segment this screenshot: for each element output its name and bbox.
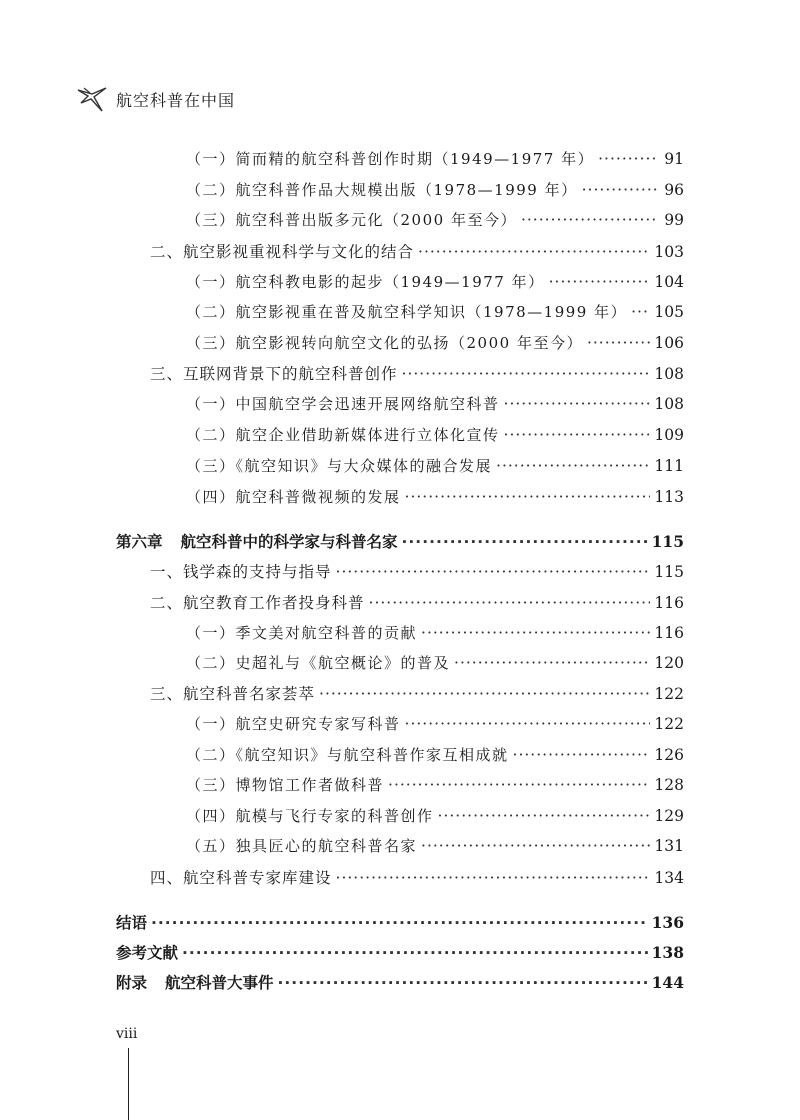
toc-page-number: 115 <box>651 532 684 551</box>
toc-entry[interactable] <box>150 591 684 615</box>
dot-leader <box>598 147 658 171</box>
toc-entry[interactable] <box>186 651 684 675</box>
dot-leader <box>402 362 651 386</box>
toc-entry[interactable] <box>186 834 684 858</box>
toc-entry-title: （三）博物馆工作者做科普 <box>186 776 385 794</box>
toc-entry[interactable] <box>186 178 684 202</box>
toc-page-number: 99 <box>664 211 684 229</box>
toc-page-number: 138 <box>651 943 684 962</box>
toc-page-number: 108 <box>654 365 684 383</box>
toc-entry-title: （一）航空科教电影的起步（1949—1977 年） <box>186 273 545 291</box>
page-number: viii <box>116 1026 138 1042</box>
toc-page-number: 108 <box>654 395 684 413</box>
dot-leader <box>405 485 651 509</box>
toc-entry[interactable] <box>186 392 684 416</box>
toc-entry-title: 三、互联网背景下的航空科普创作 <box>150 365 398 383</box>
dot-leader <box>504 392 651 416</box>
dot-leader <box>587 331 650 355</box>
dot-leader <box>151 911 648 935</box>
toc-entry-title: （三）航空影视转向航空文化的弘扬（2000 年至今） <box>186 334 583 352</box>
toc-entry-title: 第六章 航空科普中的科学家与科普名家 <box>116 533 398 551</box>
dot-leader <box>504 423 651 447</box>
toc-page-number: 131 <box>654 837 684 855</box>
dot-leader <box>438 804 651 828</box>
toc-entry-title: 二、航空影视重视科学与文化的结合 <box>150 243 415 261</box>
toc-entry[interactable] <box>186 423 684 447</box>
toc-page-number: 106 <box>654 334 684 352</box>
dot-leader <box>521 208 658 232</box>
toc-entry-title: （一）季文美对航空科普的贡献 <box>186 624 418 642</box>
dot-leader <box>369 591 651 615</box>
dot-leader <box>182 941 648 965</box>
toc-entry[interactable] <box>186 331 684 355</box>
dot-leader <box>319 682 650 706</box>
margin-rule <box>128 1048 129 1120</box>
toc-entry[interactable] <box>150 682 684 706</box>
toc-entry-title: （一）中国航空学会迅速开展网络航空科普 <box>186 395 500 413</box>
toc-entry-title: （五）独具匠心的航空科普名家 <box>186 837 418 855</box>
toc-entry-title: 三、航空科普名家荟萃 <box>150 685 316 703</box>
toc-page-number: 122 <box>654 715 684 733</box>
toc-chapter-entry[interactable] <box>116 971 684 995</box>
toc-page-number: 116 <box>654 594 684 612</box>
toc-page-number: 136 <box>651 913 684 932</box>
toc-entry-title: （一）航空史研究专家写科普 <box>186 715 401 733</box>
toc-entry[interactable] <box>150 240 684 264</box>
toc-entry[interactable] <box>186 208 684 232</box>
dot-leader <box>496 454 650 478</box>
toc-entry[interactable] <box>186 743 684 767</box>
toc-entry[interactable] <box>186 712 684 736</box>
toc-entry-title: 一、钱学森的支持与指导 <box>150 563 332 581</box>
toc-entry-title: （二）史超礼与《航空概论》的普及 <box>186 654 451 672</box>
toc-page-number: 134 <box>654 869 684 887</box>
dot-leader <box>549 270 651 294</box>
toc-entry[interactable] <box>150 560 684 584</box>
toc-page-number: 120 <box>654 654 684 672</box>
dot-leader <box>336 866 651 890</box>
toc-entry[interactable] <box>186 300 684 324</box>
toc-page-number: 115 <box>654 563 684 581</box>
toc-entry[interactable] <box>150 866 684 890</box>
dot-leader <box>336 560 651 584</box>
toc-entry-title: （三）航空科普出版多元化（2000 年至今） <box>186 211 517 229</box>
aircraft-logo-icon <box>76 84 110 114</box>
toc-entry-title: （四）航空科普微视频的发展 <box>186 488 401 506</box>
toc-entry-title: （二）航空影视重在普及航空科学知识（1978—1999 年） <box>186 303 628 321</box>
dot-leader <box>631 300 650 324</box>
toc-entry-title: 附录 航空科普大事件 <box>116 974 274 992</box>
toc-page-number: 96 <box>664 181 684 199</box>
dot-leader <box>582 178 658 202</box>
toc-page-number: 129 <box>654 807 684 825</box>
dot-leader <box>278 971 648 995</box>
toc-page-number: 113 <box>654 488 684 506</box>
toc-page-number: 144 <box>651 973 684 992</box>
toc-entry-title: 四、航空科普专家库建设 <box>150 869 332 887</box>
toc-entry[interactable] <box>186 773 684 797</box>
running-header <box>76 84 235 114</box>
dot-leader <box>402 530 648 554</box>
toc-entry-title: 参考文献 <box>116 944 179 962</box>
toc-entry-title: （三）《航空知识》与大众媒体的融合发展 <box>186 457 493 475</box>
toc-entry[interactable] <box>186 147 684 171</box>
toc-entry[interactable] <box>186 270 684 294</box>
dot-leader <box>421 834 650 858</box>
toc-page-number: 104 <box>654 273 684 291</box>
toc-entry[interactable] <box>186 804 684 828</box>
toc-entry-title: 二、航空教育工作者投身科普 <box>150 594 365 612</box>
toc-entry-title: 结语 <box>116 914 148 932</box>
dot-leader <box>513 743 651 767</box>
toc-entry[interactable] <box>186 454 684 478</box>
toc-entry[interactable] <box>186 485 684 509</box>
toc-page-number: 122 <box>654 685 684 703</box>
dot-leader <box>421 621 650 645</box>
toc-entry-title: （一）简而精的航空科普创作时期（1949—1977 年） <box>186 150 595 168</box>
toc-page-number: 109 <box>654 426 684 444</box>
toc-entry[interactable] <box>186 621 684 645</box>
dot-leader <box>418 240 650 264</box>
book-title: 航空科普在中国 <box>116 90 236 110</box>
dot-leader <box>388 773 650 797</box>
toc-chapter-entry[interactable] <box>116 911 684 935</box>
toc-page-number: 128 <box>654 776 684 794</box>
toc-chapter-entry[interactable] <box>116 530 684 554</box>
toc-entry-title: （二）航空企业借助新媒体进行立体化宣传 <box>186 426 500 444</box>
dot-leader <box>454 651 650 675</box>
toc-page-number: 91 <box>664 150 684 168</box>
toc-entry[interactable] <box>150 362 684 386</box>
toc-page-number: 103 <box>654 243 684 261</box>
dot-leader <box>405 712 651 736</box>
toc-entry-title: （二）航空科普作品大规模出版（1978—1999 年） <box>186 181 578 199</box>
toc-page-number: 126 <box>654 746 684 764</box>
toc-entry-title: （四）航模与飞行专家的科普创作 <box>186 807 434 825</box>
toc-chapter-entry[interactable] <box>116 941 684 965</box>
toc-page-number: 105 <box>654 303 684 321</box>
toc-entry-title: （二）《航空知识》与航空科普作家互相成就 <box>186 746 509 764</box>
toc-page-number: 116 <box>654 624 684 642</box>
toc-page-number: 111 <box>654 457 684 475</box>
